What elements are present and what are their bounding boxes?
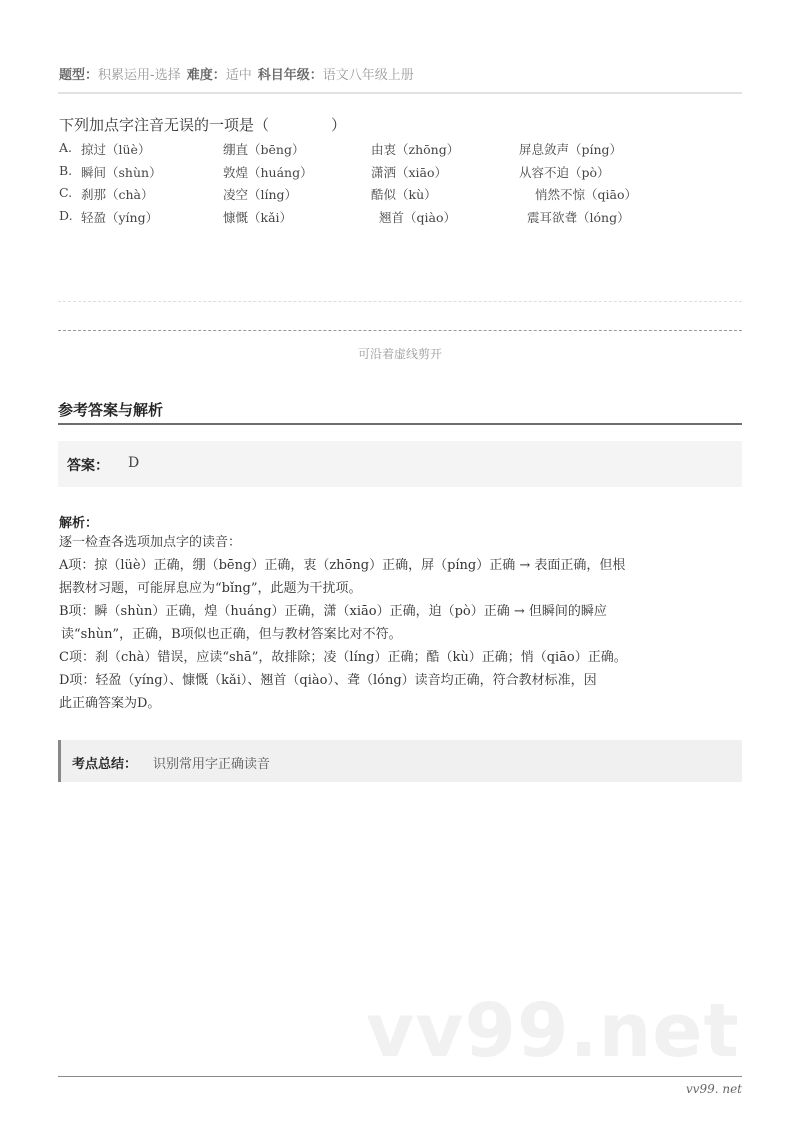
option-letter: B. (59, 162, 73, 178)
option-item: 敦煌（huáng） (223, 164, 313, 180)
option-item: 轻盈（yíng） (81, 209, 159, 225)
option-letter: D. (59, 207, 73, 223)
option-item: 绷直（bēng） (223, 142, 305, 157)
analysis-line: 读“shùn”，正确，B项似也正确，但与教材答案比对不符。 (61, 627, 402, 642)
question-meta (59, 64, 414, 83)
analysis-line: C项：刹（chà）错误，应读“shā”，故排除；凌（líng）正确；酷（kù）正确；悄（qiāo）正确。 (59, 650, 627, 665)
summary-label: 考点总结： (72, 757, 138, 772)
section-divider (58, 423, 742, 425)
analysis-body (59, 531, 749, 715)
difficulty-value: 适中 (225, 68, 252, 83)
option-item: 悄然不惊（qiāo） (535, 187, 637, 202)
cut-line (58, 330, 742, 331)
analysis-line: 逐一检查各选项加点字的读音： (59, 535, 242, 550)
watermark: vv99.net (366, 988, 740, 1074)
analysis-label: 解析： (59, 516, 99, 531)
analysis-line: 据教材习题，可能屏息应为“bǐng”，此题为干扰项。 (59, 581, 362, 596)
option-item: 掠过（lüè） (81, 142, 151, 157)
option-item: 从容不迫（pò） (519, 164, 610, 180)
option-item: 慷慨（kǎi） (223, 209, 293, 225)
grade-label: 科目年级： (257, 68, 323, 83)
question-stem (59, 114, 346, 135)
option-item: 刹那（chà） (81, 187, 154, 202)
analysis-line: B项：瞬（shùn）正确，煌（huáng）正确，潇（xiāo）正确，迫（pò）正确 → 但瞬间的瞬应 (59, 604, 607, 619)
cut-note: 可沿着虚线剪开 (357, 347, 442, 361)
analysis-line: A项：掠（lüè）正确，绷（bēng）正确，衷（zhōng）正确，屏（píng）正确 → 表面正确，但根 (59, 558, 626, 573)
meta-divider (58, 92, 742, 94)
option-item: 潇洒（xiāo） (371, 164, 448, 180)
option-item: 震耳欲聋（lóng） (527, 209, 630, 225)
option-letter: C. (59, 185, 73, 200)
option-letter: A. (59, 140, 73, 155)
footer-site: vv99. net (685, 1082, 742, 1096)
summary-value: 识别常用字正确读音 (153, 757, 271, 772)
answer-label: 答案： (67, 458, 109, 474)
option-item: 凌空（líng） (223, 187, 298, 202)
option-item: 酷似（kù） (371, 187, 437, 202)
answer-space-divider (58, 301, 742, 302)
grade-value: 语文八年级上册 (322, 68, 414, 83)
footer-divider (58, 1076, 742, 1077)
question-stem-text: 下列加点字注音无误的一项是（ (59, 116, 270, 134)
question-stem-close: ） (331, 116, 347, 134)
analysis-line: D项：轻盈（yíng）、慷慨（kǎi）、翘首（qiào）、聋（lóng）读音均正确，符合教材标准，因 (59, 673, 597, 688)
difficulty-label: 难度： (186, 68, 226, 83)
type-label: 题型： (59, 68, 99, 83)
option-item: 翘首（qiào） (379, 209, 456, 225)
option-item: 瞬间（shùn） (81, 164, 162, 180)
answer-value: D (128, 455, 140, 471)
option-item: 屏息敛声（píng） (519, 142, 623, 157)
type-value: 积累运用-选择 (98, 68, 181, 83)
option-item: 由衷（zhōng） (371, 142, 460, 157)
answer-box (58, 441, 742, 487)
answer-section-title: 参考答案与解析 (58, 401, 164, 419)
key-point-summary (58, 740, 742, 782)
analysis-line: 此正确答案为D。 (59, 696, 161, 711)
